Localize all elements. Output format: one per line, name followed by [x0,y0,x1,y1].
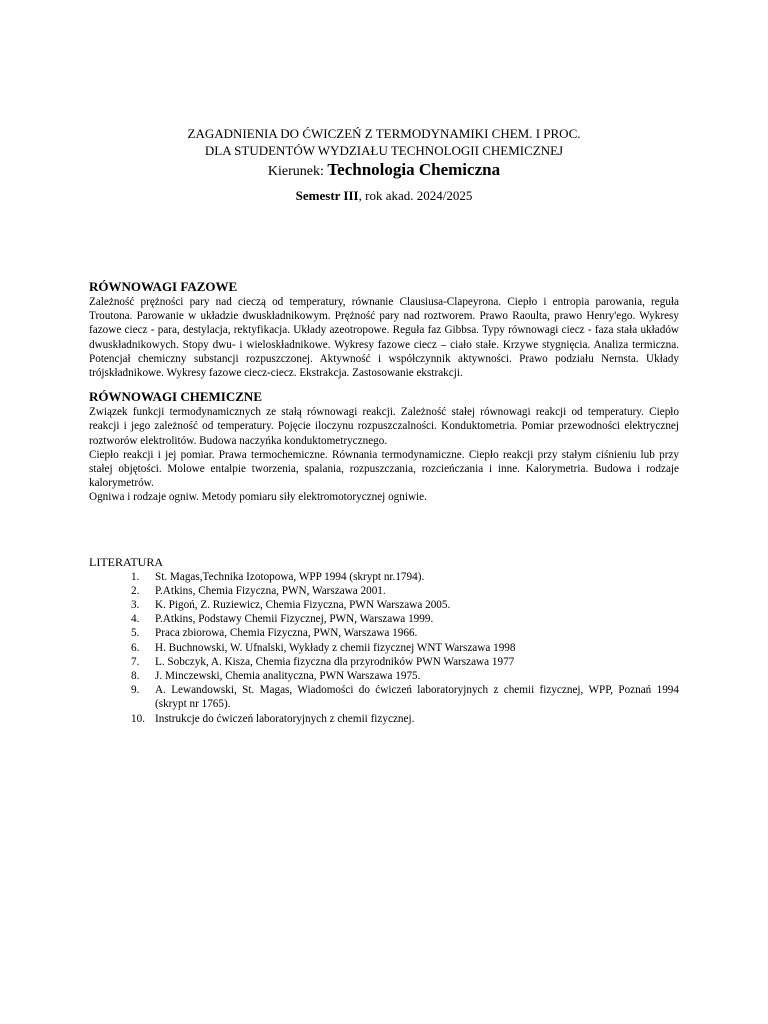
field-value: Technologia Chemiczna [327,160,501,179]
header-title-line-1: ZAGADNIENIA DO ĆWICZEŃ Z TERMODYNAMIKI CHEM. I PROC. [187,126,581,141]
literature-list [89,570,679,726]
item-text: L. Sobczyk, A. Kisza, Chemia fizyczna dla przyrodników PWN Warszawa 1977 [155,655,515,668]
item-text: J. Minczewski, Chemia analityczna, PWN Warszawa 1975. [155,670,421,683]
literature-item [89,683,679,711]
literature-item [89,641,679,655]
item-text: St. Magas,Technika Izotopowa, WPP 1994 (skrypt nr.1794). [155,570,425,583]
document-body [89,279,679,726]
item-number: 10. [131,712,145,725]
item-number: 3. [131,599,140,612]
section-paragraph: Ogniwa i rodzaje ogniw. Metody pomiaru siły elektromotorycznej ogniwie. [89,491,427,504]
section-paragraph: Zależność prężności pary nad cieczą od temperatury, równanie Clausiusa-Clapeyrona. Ciepło i entropia parowania, reguła Troutona. Parowanie w układzie dwuskładnikowym. Prężność pary nad roztworem. Prawo Raoulta, prawo Henry'ego. Wykresy fazowe ciecz - para, destylacja, rektyfikacja. Układy azeotropowe. Reguła faz Gibbsa. Typy równowagi ciecz - faza stała układów dwuskładnikowych. Stopy dwu- i wieloskładnikowe. Wykresy fazowe ciecz – ciało stałe. Krzywe stygnięcia. Analiza termiczna. Potencjał chemiczny substancji rozpuszczonej. Aktywność i współczynnik aktywności. Prawo podziału Nernsta. Układy trójskładnikowe. Wykresy fazowe ciecz-ciecz. Ekstrakcja. Zastosowanie ekstrakcji. [89,296,679,380]
literature-item [89,570,679,584]
item-text: P.Atkins, Chemia Fizyczna, PWN, Warszawa 2001. [155,584,386,597]
section-phase-equilibria [89,279,679,380]
literature-item [89,626,679,640]
literature-item [89,669,679,683]
section-title: RÓWNOWAGI FAZOWE [89,279,238,294]
section-title: RÓWNOWAGI CHEMICZNE [89,389,262,405]
item-number: 5. [131,627,140,640]
document-header [0,125,768,205]
item-number: 2. [131,584,140,597]
section-paragraph: Ciepło reakcji i jej pomiar. Prawa termochemiczne. Równania termodynamiczne. Ciepło reakcji przy stałym ciśnieniu lub przy stałej objętości. Molowe entalpie tworzenia, spalania, rozpuszczania, rozcieńczania i inne. Kalorymetria. Budowa i rodzaje kalorymetrów. [89,448,679,490]
literature-item [89,712,679,726]
item-number: 4. [131,613,140,626]
item-text: K. Pigoń, Z. Ruziewicz, Chemia Fizyczna, PWN Warszawa 2005. [155,599,451,612]
literature-item [89,598,679,612]
academic-year: , rok akad. 2024/2025 [358,188,473,203]
item-number: 8. [131,670,140,683]
item-text: Praca zbiorowa, Chemia Fizyczna, PWN, Warszawa 1966. [155,627,418,640]
field-of-study [0,160,768,182]
item-text: Instrukcje do ćwiczeń laboratoryjnych z chemii fizycznej. [155,712,415,725]
item-number: 9. [131,684,140,697]
literature-item [89,584,679,598]
item-text: A. Lewandowski, St. Magas, Wiadomości do ćwiczeń laboratoryjnych z chemii fizycznej, WPP, Poznań 1994 (skrypt nr 1765). [155,684,679,711]
section-paragraph: Związek funkcji termodynamicznych ze stałą równowagi reakcji. Zależność stałej równowagi reakcji od temperatury. Ciepło reakcji i jego zależność od temperatury. Pojęcie iloczynu rozpuszczalności. Konduktometria. Pomiar przewodności elektrycznej roztworów elektrolitów. Budowa naczyńka konduktometrycznego. [89,406,679,447]
item-number: 1. [131,570,140,583]
section-chemical-equilibria [89,389,679,504]
semester-line [0,186,768,205]
item-text: H. Buchnowski, W. Ufnalski, Wykłady z chemii fizycznej WNT Warszawa 1998 [155,641,516,654]
item-text: P.Atkins, Podstawy Chemii Fizycznej, PWN, Warszawa 1999. [155,613,434,626]
header-title-line-2: DLA STUDENTÓW WYDZIAŁU TECHNOLOGII CHEMICZNEJ [204,143,564,158]
field-label: Kierunek: [267,164,328,179]
semester-label: Semestr III [295,188,359,203]
literature-title: LITERATURA [89,554,163,569]
item-number: 7. [131,655,140,668]
literature-item [89,612,679,626]
item-number: 6. [131,641,140,654]
literature-item [89,655,679,669]
